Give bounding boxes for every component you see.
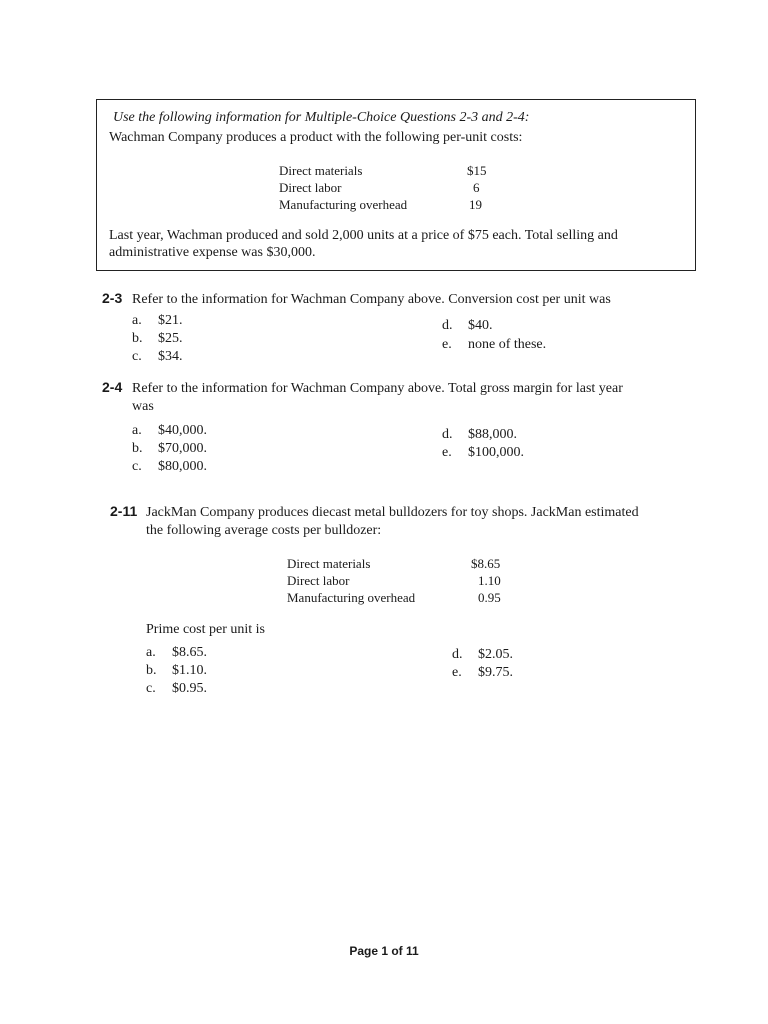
answer-option-e[interactable] [442,445,524,461]
option-letter: c. [146,681,156,696]
cost-value: 19 [469,197,482,212]
answer-option-c[interactable] [146,681,207,697]
option-letter: d. [442,427,453,442]
answer-option-d[interactable] [452,647,513,663]
page-number: Page 1 of 11 [349,944,419,958]
option-text: $21. [158,313,183,328]
question-stem: the following average costs per bulldozer: [146,523,382,538]
option-letter: c. [132,459,142,474]
option-letter: b. [132,331,143,346]
answer-option-d[interactable] [442,427,517,443]
option-letter: d. [442,318,453,333]
answer-option-c[interactable] [132,459,207,475]
option-letter: a. [146,645,156,660]
question-number: 2-4 [102,379,123,395]
info-footer-line1: Last year, Wachman produced and sold 2,000 units at a price of $75 each. Total selling and [109,228,618,243]
info-footer-line2: administrative expense was $30,000. [109,245,316,260]
option-text: $70,000. [158,441,207,456]
option-text: $40,000. [158,423,207,438]
option-text: $34. [158,349,183,364]
question-number: 2-3 [102,290,123,306]
answer-option-e[interactable] [452,665,513,681]
option-letter: a. [132,313,142,328]
cost-label: Direct labor [279,180,342,195]
question-prompt: Prime cost per unit is [146,622,265,637]
cost-label: Direct materials [279,163,363,178]
info-heading: Use the following information for Multiple-Choice Questions 2-3 and 2-4: [113,110,530,125]
option-text: $9.75. [478,665,513,680]
option-text: $2.05. [478,647,513,662]
cost-label: Direct labor [287,573,350,588]
cost-value: 1.10 [478,573,501,588]
answer-option-a[interactable] [132,313,183,329]
cost-label: Manufacturing overhead [279,197,408,212]
answer-option-b[interactable] [132,331,183,347]
question-number: 2-11 [110,503,138,519]
option-text: $8.65. [172,645,207,660]
question-stem: JackMan Company produces diecast metal bulldozers for toy shops. JackMan estimated [146,505,639,520]
option-text: $25. [158,331,183,346]
cost-value: $15 [467,163,487,178]
option-letter: b. [132,441,143,456]
cost-label: Manufacturing overhead [287,590,416,605]
question-stem: Refer to the information for Wachman Company above. Total gross margin for last year [132,381,623,396]
question-stem: Refer to the information for Wachman Company above. Conversion cost per unit was [132,292,611,307]
option-letter: d. [452,647,463,662]
option-letter: c. [132,349,142,364]
info-intro: Wachman Company produces a product with the following per-unit costs: [109,130,523,145]
option-text: $88,000. [468,427,517,442]
answer-option-b[interactable] [146,663,207,679]
option-text: $0.95. [172,681,207,696]
cost-label: Direct materials [287,556,371,571]
answer-option-d[interactable] [442,318,493,334]
cost-value: $8.65 [471,556,501,571]
option-text: $100,000. [468,445,524,460]
answer-option-a[interactable] [146,645,207,661]
answer-option-a[interactable] [132,423,207,439]
cost-value: 0.95 [478,590,501,605]
option-text: $40. [468,318,493,333]
answer-option-c[interactable] [132,349,183,365]
option-letter: a. [132,423,142,438]
cost-value: 6 [473,180,480,195]
option-letter: e. [442,445,452,460]
option-text: $1.10. [172,663,207,678]
question-stem: was [132,399,154,414]
option-letter: b. [146,663,157,678]
option-letter: e. [452,665,462,680]
option-text: $80,000. [158,459,207,474]
option-letter: e. [442,337,452,352]
answer-option-b[interactable] [132,441,207,457]
info-box [96,99,696,271]
answer-option-e[interactable] [442,337,546,353]
option-text: none of these. [468,337,547,352]
